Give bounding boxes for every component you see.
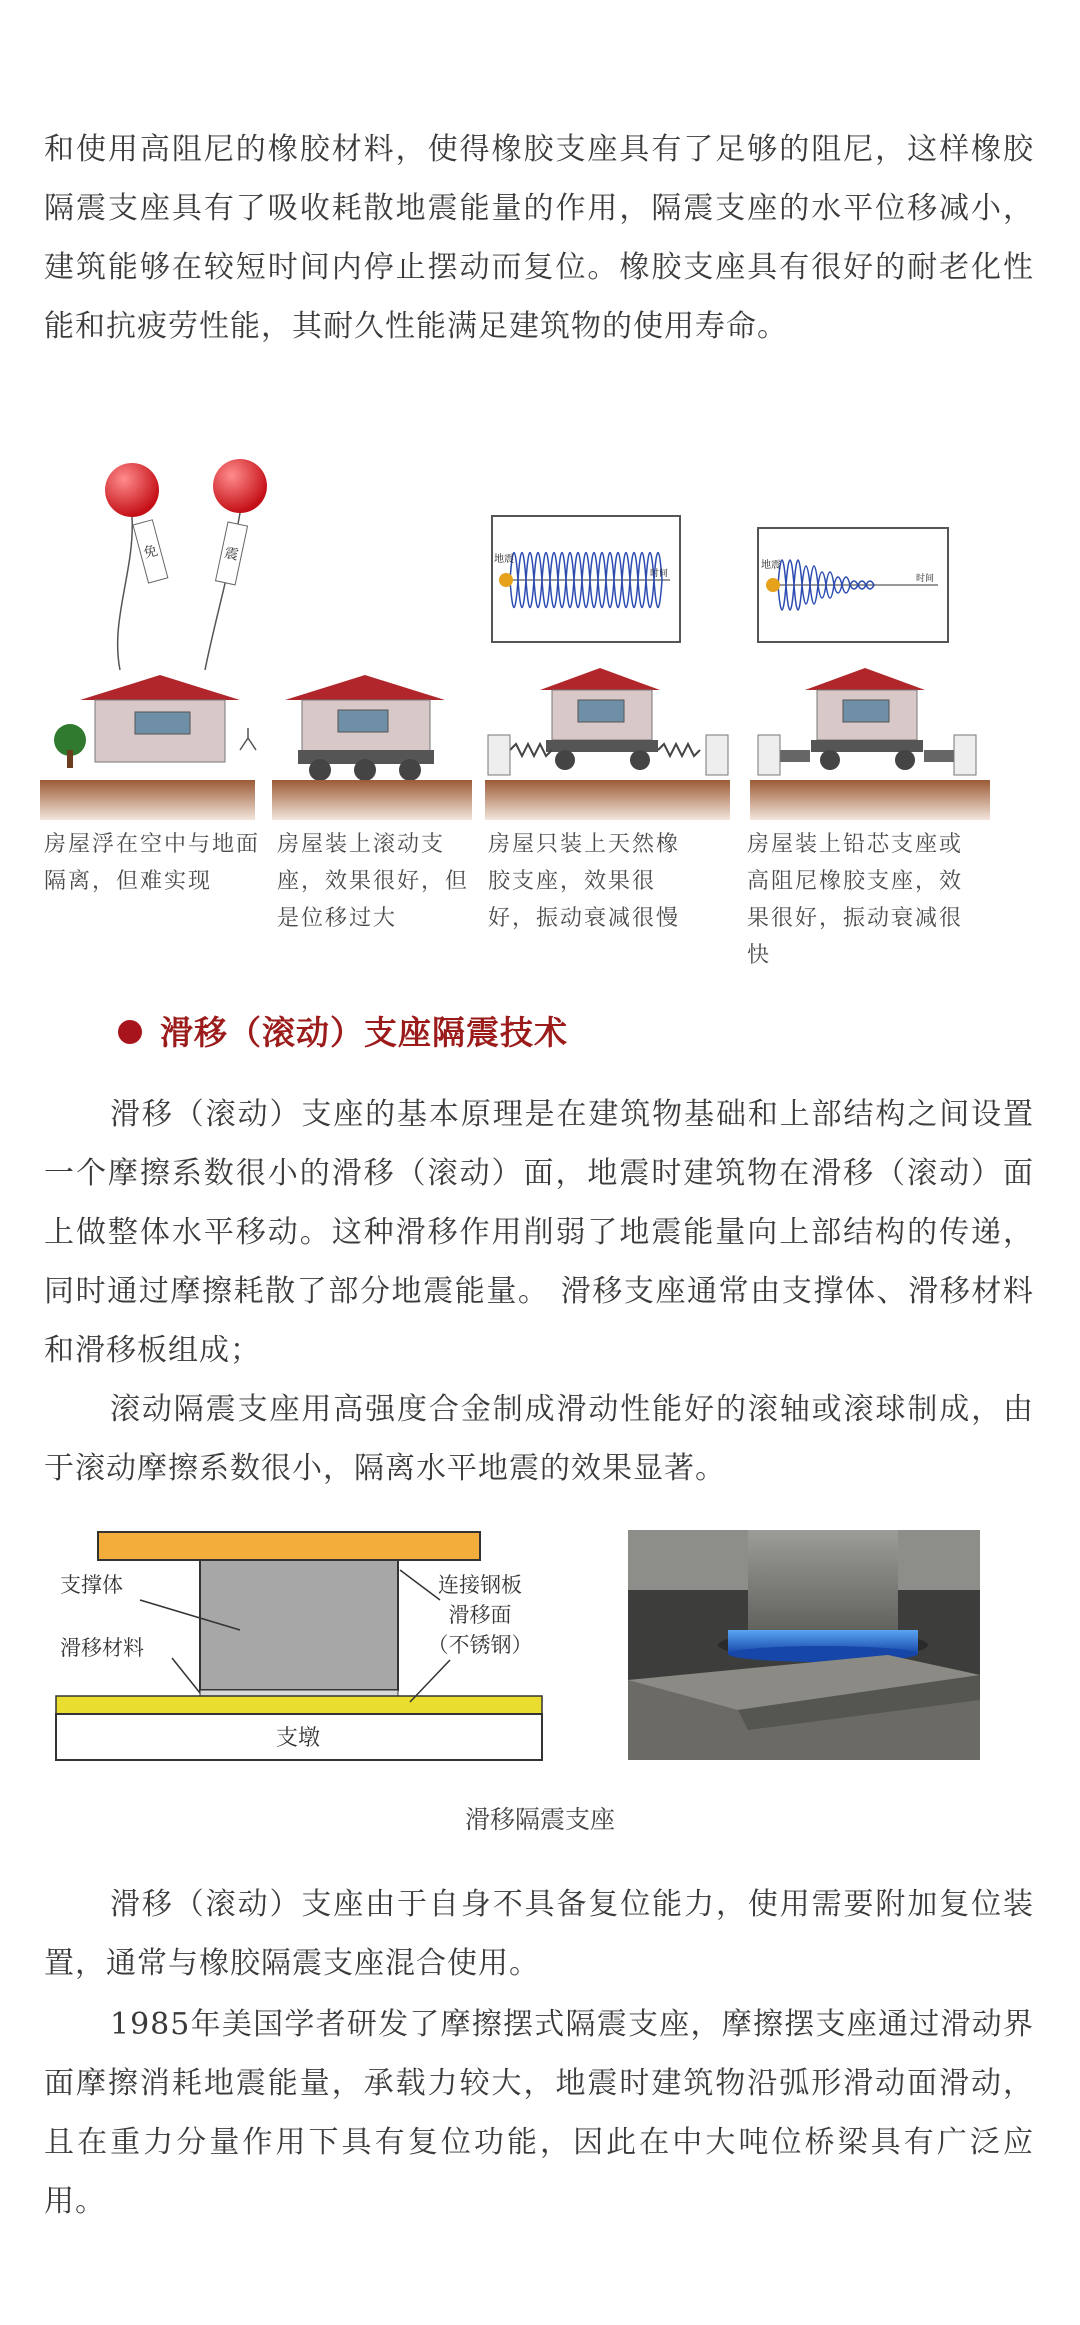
section-title: 滑移（滚动）支座隔震技术 [160,1013,568,1052]
label-support-body: 支撑体 [60,1573,123,1597]
scene-floating-house [40,459,267,820]
time-label-2: 时间 [916,574,935,584]
balloon-tag-1: 免 [141,542,160,562]
illustration-caption-2: 房屋装上滚动支座，效果很好，但是位移过大 [277,832,470,931]
illustration-caption-1: 房屋浮在空中与地面隔离，但难实现 [44,832,261,894]
balloon-right [213,459,267,513]
time-label-1: 时间 [650,569,669,579]
sliding-bearing-photo [628,1530,980,1760]
connecting-plate [98,1532,480,1560]
balloon-left [105,463,159,517]
balloon-tag-2: 震 [222,545,240,564]
illustration-caption-4: 房屋装上铅芯支座或高阻尼橡胶支座，效果很好，振动衰减很快 [747,832,964,968]
intro-paragraph: 和使用高阻尼的橡胶材料，使得橡胶支座具有了足够的阻尼，这样橡胶隔震支座具有了吸收耗散地震能量的作用，隔震支座的水平位移减小，建筑能够在较短时间内停止摆动而复位。橡胶支座具有很好的耐老化性能和抗疲劳性能，其耐久性能满足建筑物的使用寿命。 [44,132,1034,344]
closing-paragraph-2: 1985年美国学者研发了摩擦摆式隔震支座，摩擦摆支座通过滑动界面摩擦消耗地震能量，承载力较大，地震时建筑物沿弧形滑动面滑动，且在重力分量作用下具有复位功能，因此在中大吨位桥梁具有广泛应用。 [44,2007,1034,2219]
section-paragraph-2: 滚动隔震支座用高强度合金制成滑动性能好的滚轴或滚球制成，由于滚动摩擦系数很小，隔离水平地震的效果显著。 [44,1392,1034,1486]
sliding-bearing-diagram [40,1530,560,1770]
label-stainless: （不锈钢） [427,1633,533,1657]
label-pier: 支墩 [275,1726,321,1751]
support-body [200,1560,398,1690]
closing-paragraph-1: 滑移（滚动）支座由于自身不具备复位能力，使用需要附加复位装置，通常与橡胶隔震支座混合使用。 [44,1887,1034,1981]
scene-rolling-bearings [272,675,472,820]
seismo-label-1: 地震 [494,554,514,565]
label-slide-material: 滑移材料 [60,1636,144,1660]
label-steel-plate: 连接钢板 [438,1573,522,1597]
scene-lead-core [750,528,990,820]
slide-plate [56,1696,542,1714]
seismo-label-2: 地震 [761,560,781,571]
diagram-caption: 滑移隔震支座 [464,1805,615,1834]
label-slide-surface: 滑移面 [448,1603,512,1627]
illustration-caption-3: 房屋只装上天然橡胶支座，效果很好，振动衰减很慢 [488,832,681,931]
slide-material [200,1690,398,1696]
isolation-concepts-illustration [40,450,1040,820]
section-bullet-icon [118,1020,142,1044]
section-paragraph-1: 滑移（滚动）支座的基本原理是在建筑物基础和上部结构之间设置一个摩擦系数很小的滑移（滚动）面，地震时建筑物在滑移（滚动）面上做整体水平移动。这种滑移作用削弱了地震能量向上部结构的传递，同时通过摩擦耗散了部分地震能量。 滑移支座通常由支撑体、滑移材料和滑移板组成； [44,1097,1034,1368]
scene-natural-rubber [485,516,730,820]
